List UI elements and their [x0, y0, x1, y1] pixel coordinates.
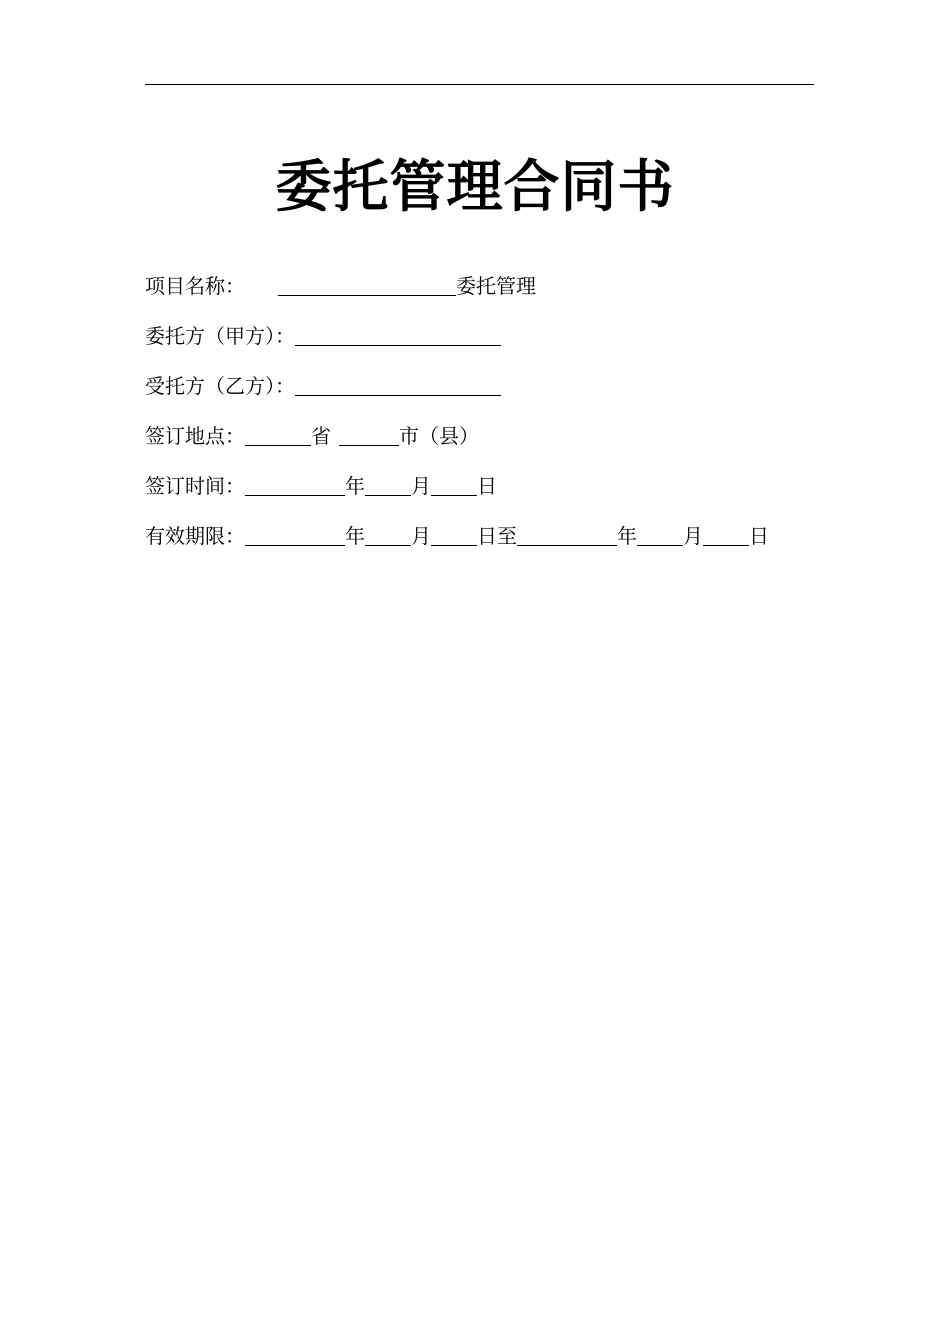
- province-blank[interactable]: [245, 423, 311, 446]
- party-b-blank[interactable]: [295, 373, 501, 396]
- project-name-blank[interactable]: [278, 273, 456, 296]
- signing-time-label: 签订时间：: [145, 474, 245, 498]
- signing-year-label: 年: [345, 474, 365, 498]
- party-a-blank[interactable]: [295, 323, 501, 346]
- validity-label: 有效期限：: [145, 524, 245, 548]
- validity-row: [145, 521, 769, 551]
- signing-time-row: [145, 471, 497, 501]
- project-name-label: 项目名称：: [145, 274, 245, 298]
- signing-month-label: 月: [411, 474, 431, 498]
- party-b-row: [145, 371, 501, 401]
- validity-end-year-blank[interactable]: [517, 523, 617, 546]
- validity-end-day-blank[interactable]: [703, 523, 749, 546]
- validity-start-month-blank[interactable]: [365, 523, 411, 546]
- signing-day-blank[interactable]: [431, 473, 477, 496]
- project-name-suffix: 委托管理: [456, 274, 536, 298]
- validity-start-day-label: 日至: [477, 524, 517, 548]
- validity-start-day-blank[interactable]: [431, 523, 477, 546]
- validity-start-month-label: 月: [411, 524, 431, 548]
- validity-start-year-blank[interactable]: [245, 523, 345, 546]
- city-label: 市（县）: [399, 424, 479, 448]
- validity-end-month-blank[interactable]: [637, 523, 683, 546]
- header-rule: [145, 84, 814, 85]
- party-b-label: 受托方（乙方）：: [145, 374, 295, 398]
- city-blank[interactable]: [339, 423, 399, 446]
- project-name-row: [145, 271, 536, 301]
- province-label: 省: [311, 424, 331, 448]
- signing-month-blank[interactable]: [365, 473, 411, 496]
- signing-year-blank[interactable]: [245, 473, 345, 496]
- signing-place-row: [145, 421, 479, 451]
- document-title: 委托管理合同书: [275, 155, 675, 220]
- validity-end-day-label: 日: [749, 524, 769, 548]
- validity-start-year-label: 年: [345, 524, 365, 548]
- signing-day-label: 日: [477, 474, 497, 498]
- signing-place-label: 签订地点：: [145, 424, 245, 448]
- validity-end-year-label: 年: [617, 524, 637, 548]
- party-a-label: 委托方（甲方）：: [145, 324, 295, 348]
- validity-end-month-label: 月: [683, 524, 703, 548]
- party-a-row: [145, 321, 501, 351]
